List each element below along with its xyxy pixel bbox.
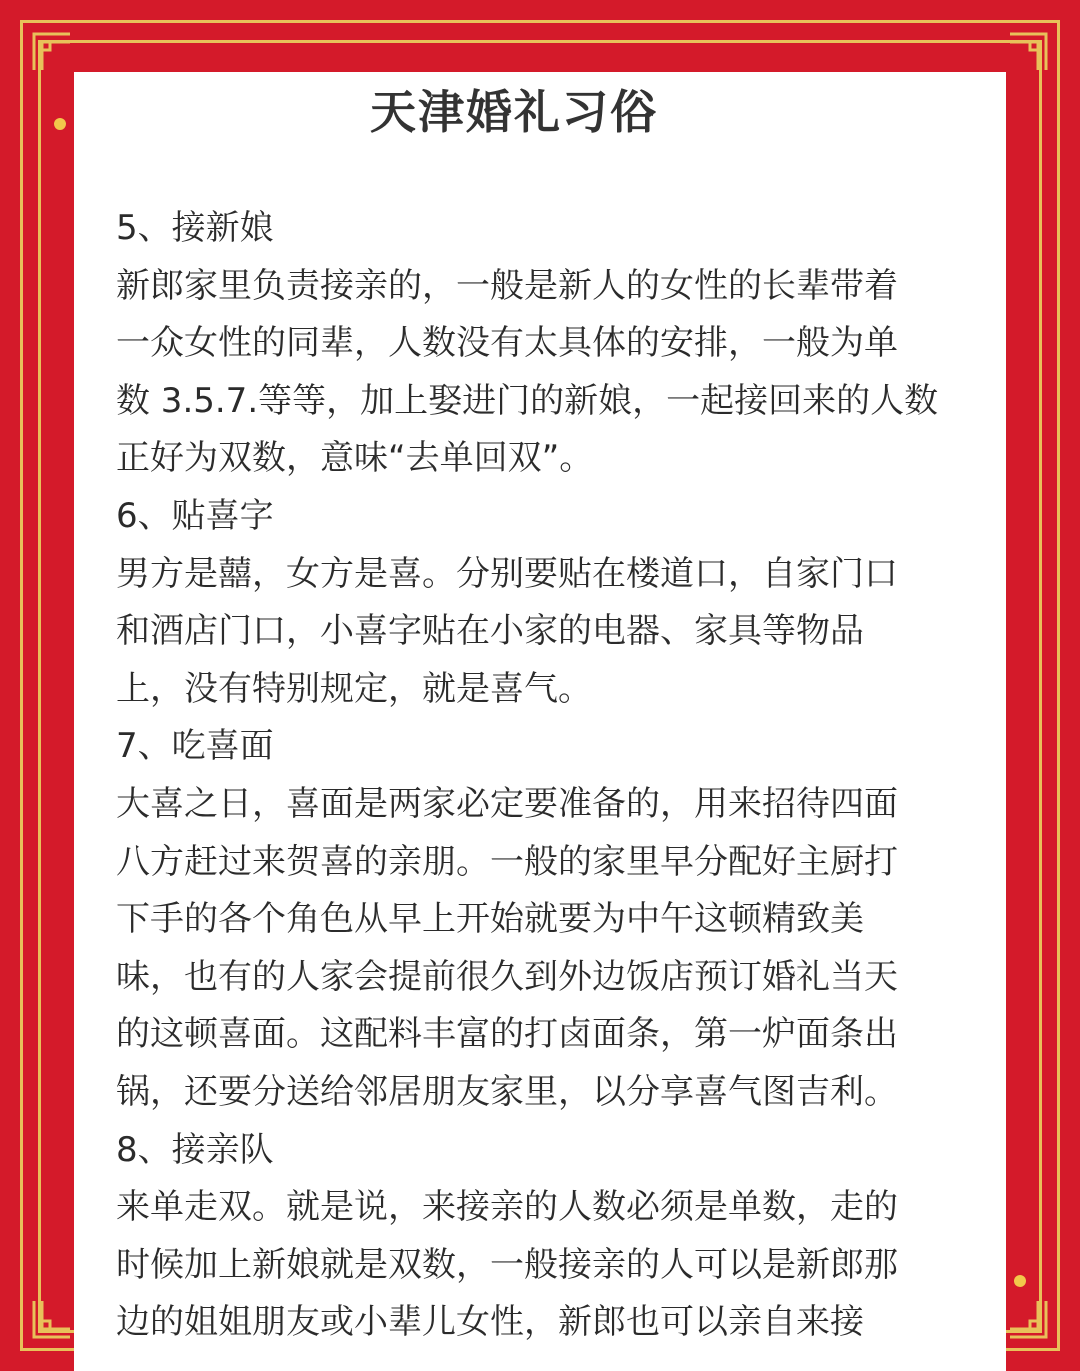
ornament-dot-icon (54, 118, 66, 130)
text-line: 7、吃喜面 (116, 726, 274, 767)
page-title: 天津婚礼习俗 (370, 85, 658, 139)
content-card (74, 72, 1006, 1371)
text-line: 6、贴喜字 (116, 495, 274, 536)
text-line: 8、接亲队 (116, 1129, 274, 1170)
text-line: 正好为双数，意味“去单回双”。 (116, 438, 594, 479)
text-line: 5、接新娘 (116, 208, 274, 248)
text-line: 一众女性的同辈，人数没有太具体的安排，一般为单 (116, 323, 898, 364)
text-line: 下手的各个角色从早上开始就要为中午这顿精致美 (116, 899, 864, 940)
text-line: 和酒店门口，小喜字贴在小家的电器、家具等物品 (116, 611, 864, 652)
text-line: 边的姐姐朋友或小辈儿女性，新郎也可以亲自来接 (116, 1302, 864, 1343)
text-line: 八方赶过来贺喜的亲朋。一般的家里早分配好主厨打 (116, 841, 898, 882)
corner-ornament-icon (1006, 1297, 1050, 1341)
text-line: 味，也有的人家会提前很久到外边饭店预订婚礼当天 (116, 956, 898, 997)
text-line: 上，没有特别规定，就是喜气。 (116, 668, 592, 709)
article-body (116, 200, 966, 1352)
text-line: 的这顿喜面。这配料丰富的打卤面条，第一炉面条出 (116, 1014, 898, 1055)
text-line: 时候加上新娘就是双数，一般接亲的人可以是新郎那 (116, 1244, 898, 1285)
text-line: 男方是囍，女方是喜。分别要贴在楼道口，自家门口 (116, 553, 898, 594)
text-line: 大喜之日，喜面是两家必定要准备的，用来招待四面 (116, 783, 898, 824)
text-line: 来单走双。就是说，来接亲的人数必须是单数，走的 (116, 1187, 898, 1228)
text-line: 数 3.5.7.等等，加上娶进门的新娘，一起接回来的人数 (116, 380, 939, 421)
corner-ornament-icon (1006, 30, 1050, 74)
ornament-dot-icon (1014, 1275, 1026, 1287)
text-line: 锅，还要分送给邻居朋友家里，以分享喜气图吉利。 (116, 1071, 898, 1112)
corner-ornament-icon (30, 30, 74, 74)
corner-ornament-icon (30, 1297, 74, 1341)
text-line: 新郎家里负责接亲的，一般是新人的女性的长辈带着 (116, 265, 898, 306)
